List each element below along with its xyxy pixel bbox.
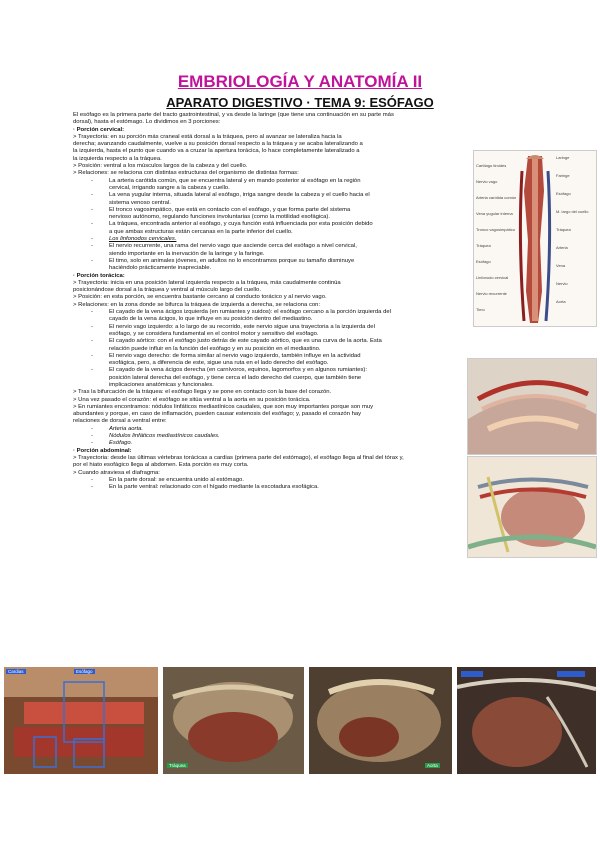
list-item-cont: posición lateral derecha del esófago, y tiene cerca el lado derecho del cuerpo, que también tiene — [109, 374, 362, 381]
figure-label: Esófago — [556, 191, 571, 196]
list-item-cont: esofágica, pero, a diferencia de este, sigue una ruta en el lado derecho del esófago. — [109, 360, 329, 367]
text-line: > En rumiantes encontramos: nódulos linfáticos mediastínicos caudales, que son muy importantes porque son muy — [73, 403, 374, 410]
photo-4 — [457, 667, 596, 774]
figure-label: Nervio — [556, 281, 568, 286]
section-heading-cervical: · Porción cervical: — [73, 126, 125, 133]
figure-label: Tronco vagosimpático — [476, 227, 515, 232]
text-line: > Relaciones: se relaciona con distintas estructuras del organismo de distintas formas: — [73, 170, 299, 177]
list-item: El nervio recurrente, una rama del nervio vago que asciende cerca del esófago a nivel cervical, — [109, 243, 357, 250]
figure-label: M. largo del cuello — [556, 209, 589, 214]
text-line: > Posición: en esta porción, se encuentra bastante cercano al conducto torácico y al nervio vago. — [73, 294, 327, 301]
text-line: > Una vez pasado el corazón: el esófago se sitúa ventral a la aorta en su posición torácica. — [73, 396, 311, 403]
list-item: El cayado de la vena ácigos derecha (en carnívoros, equinos, lagomorfos y en algunos rumiantes): — [109, 367, 368, 374]
list-item: En la parte dorsal: se encuentra unido al estómago. — [109, 476, 244, 483]
list-item: El nervio vago derecho: de forma similar al nervio vago izquierdo, también influye en la actividad — [109, 352, 361, 359]
figure-label: Faringe — [556, 173, 570, 178]
figure-label: Cartílago tiroides — [476, 163, 507, 168]
figure-label: Linfonodo cervical — [476, 275, 509, 280]
figure-label: Arteria — [556, 245, 568, 250]
photo-tag: Cardias — [8, 669, 24, 674]
text-line: derecha; avanzando caudalmente, vuelve a su posición dorsal respecto a la tráquea y se acaba lateralizando a — [73, 141, 363, 148]
text-line: > Trayectoria: desde las últimas vértebras torácicas a cardias (primera parte del estómago), el esófago llega al final del tórax y, — [73, 454, 404, 461]
photo-1 — [4, 667, 158, 774]
text-line: > Tras la bifurcación de la tráquea: el esófago llega y se pone en contacto con la base del corazón. — [73, 389, 332, 396]
list-item: La arteria carótida común, que se encuentra lateral y en mando posterior al esófago en la región — [109, 177, 361, 184]
list-item: Arteria aorta. — [109, 425, 144, 432]
vein-shape — [546, 171, 550, 321]
text-line: > Relaciones: en la zona donde se bifurca la tráquea de izquierda a derecha, se relaciona con: — [73, 301, 321, 308]
photo-2-image — [163, 667, 304, 774]
list-item: Nódulos linfáticos mediastínicos caudales. — [109, 433, 220, 440]
intro-line: El esófago es la primera parte del tracto gastrointestinal, y va desde la laringe (que tiene una continuación en su parte más — [73, 112, 394, 118]
figure-label: Nervio recurrente — [476, 291, 507, 296]
text-line: por el hiato esofágico llega al abdomen. Esta porción es muy corta. — [73, 462, 249, 469]
list-item-cont: a que ambas estructuras están cercanas en la parte inferior del cuello. — [109, 228, 293, 235]
figure-label: Vena yugular interna — [476, 211, 513, 216]
text-line: > Posición: ventral a los músculos largos de la cabeza y del cuello. — [73, 163, 248, 170]
photo-tag: Aorta — [427, 763, 438, 768]
thoracic-illustration-2 — [468, 457, 596, 557]
thoracic-figure-top — [467, 358, 597, 455]
text-line: > Trayectoria: inicia en una posición lateral izquierda respecto a la tráquea, más caudalmente continúa — [73, 279, 341, 286]
section-heading-toracica: · Porción torácica: — [73, 272, 125, 279]
list-item: En la parte ventral: relacionado con el hígado mediante la escotadura esofágica. — [109, 484, 319, 491]
photo-1-image — [4, 667, 158, 774]
photo-4-image — [457, 667, 596, 774]
list-item: El nervio vago izquierdo: a lo largo de su recorrido, este nervio sigue una trayectoria a la izquierda del — [109, 323, 375, 330]
trachea-shape — [532, 159, 538, 321]
thoracic-figure-bottom — [467, 456, 597, 558]
photo-2 — [163, 667, 304, 774]
list-item-cont: siendo importante en la inervación de la laringe y la faringe. — [109, 250, 265, 257]
document-body: El esófago es la primera parte del tracto gastrointestinal, y va desde la laringe (que tiene una continuación en su parte más dorsal), hasta el estómago. Lo dividimos en 3 porciones: · Porción cervical: > Trayectoria: en su porción más craneal está dorsal a la tráquea, pero al avanzar se lateraliza hacia la derecha; avanzando caudalmente, vuelve a su posición dorsal respecto a la tráquea y se acaba lateralizando a la izquierda, hasta el punto que cuando va a cruzar la apertura torácica, lo hace completamente lateralizado a la izquierda respecto a la tráquea. > Posición: ventral a los músculos largos de la cabeza y del cuello. > Relaciones: se relaciona con distintas estructuras del organismo de distintas formas: - La arteria carótida común, que se encuentra lateral y en mando posterior al esófago en la región cervical, irrigando sangre a la cabeza y cuello. - La vena yugular interna, situada lateral al esófago, irriga sangre desde la cabeza y el cuello hacia el sistema venoso central. - El tronco vagosimpático, que está en contacto con el esófago, y que forma parte del sistema nervioso autónomo, regulando funciones involuntarias (como la motilidad esofágica). - La tráquea, encontrada anterior al esófago, y cuya función está influenciada por esta posición debido a que ambas estructuras están cercanas en la parte inferior del cuello. - Los linfonodos cervicales. - El nervio recurrente, una rama del nervio vago que asciende cerca del esófago a nivel cervical, siendo importante en la inervación de la laringe y la faringe. - El timo, solo en animales jóvenes, en adultos no lo encontramos porque su tamaño disminuye haciéndolo prácticamente inapreciable. · Porción torácica: > Trayectoria: inicia en una posición lateral izquierda respecto a la tráquea, más caudalmente continúa posicionándose dorsal a la tráquea y ventral al músculo largo del cuello. > Posición: en esta porción, se encuentra bastante cercano al conducto torácico y al nervio vago. > Relaciones: en la zona donde se bifurca la tráquea de izquierda a derecha, se relaciona con: - El cayado de la vena ácigos izquierda (en rumiantes y suidos): el esófago cercano a la porción izquierda del cayado de la vena ácigos, lo que influye en su posición dentro del mediastino. - El nervio vago izquierdo: a lo largo de su recorrido, este nervio sigue una trayectoria a la izquierda del esófago, y se considera fundamental en el control motor y sensitivo del esófago. - El cayado aórtico: con el esófago justo detrás de este cayado aórtico, que es una curva de la aorta. Esta relación puede influir en la función del esófago y en su posición en el mediastino. - El nervio vago derecho: de forma similar al nervio vago izquierdo, también influye en la actividad esofágica, pero, a diferencia de este, sigue una ruta en el lado derecho del esófago. - El cayado de la vena ácigos derecha (en carnívoros, equinos, lagomorfos y en algunos rumiantes): posición lateral derecha del esófago, y tiene cerca el lado derecho del cuerpo, que también tiene implicaciones anatómicas y funcionales. > Tras la bifurcación de la tráquea: el esófago llega y se pone en contacto con la base del corazón. > Una vez pasado el corazón: el esófago se sitúa ventral a la aorta en su posición torácica. > En rumiantes encontramos: nódulos linfáticos mediastínicos caudales, que son muy importantes porque son muy abundantes y porque, en caso de inflamación, pueden causar estenosis del esófago; y, pasado el corazón hay relaciones de dorsal a ventral entre: - Arteria aorta. - Nódulos linfáticos mediastínicos caudales. - Esófago. · Porción abdominal: > Trayectoria: desde las últimas vértebras torácicas a cardias (primera parte del estómago), el esófago llega al final del tórax y, por el hiato esofágico llega al abdomen. Esta porción es muy corta. > Cuando atraviesa el diafragma: - En la parte dorsal: se encuentra unido al estómago. - En la parte ventral: relacionado con el hígado mediante la escotadura esofágica. — [73, 112, 594, 491]
larynx-shape — [526, 155, 544, 159]
figure-label: Tráquea — [476, 243, 491, 248]
list-item-cont: sistema venoso central. — [109, 199, 171, 206]
photo-3 — [309, 667, 452, 774]
figure-label: Laringe — [556, 155, 570, 160]
list-item: La tráquea, encontrada anterior al esófago, y cuya función está influenciada por esta posición debido — [109, 221, 373, 228]
document-title: EMBRIOLOGÍA Y ANATOMÍA II — [177, 72, 423, 91]
list-item: La vena yugular interna, situada lateral al esófago, irriga sangre desde la cabeza y el cuello hacia el — [109, 192, 370, 199]
list-item-cont: cayado de la vena ácigos, lo que influye en su posición dentro del mediastino. — [109, 316, 313, 323]
thoracic-illustration-1 — [468, 359, 596, 454]
list-item-cont: relación puede influir en la función del esófago y en su posición en el mediastino. — [109, 345, 321, 352]
figure-label: Arteria carótida común — [476, 195, 517, 200]
esophagus-diagram — [474, 151, 596, 326]
list-item: El tronco vagosimpático, que está en contacto con el esófago, y que forma parte del sistema — [109, 206, 351, 213]
list-item-cont: implicaciones anatómicas y funcionales. — [109, 381, 214, 388]
list-item: Los linfonodos cervicales. — [109, 236, 177, 243]
list-item: El cayado de la vena ácigos izquierda (en rumiantes y suidos): el esófago cercano a la porción izquierda del — [109, 309, 391, 316]
list-item-cont: nervioso autónomo, regulando funciones involuntarias (como la motilidad esofágica). — [109, 214, 331, 221]
figure-label: Timo — [476, 307, 485, 312]
figure-label: Nervio vago — [476, 179, 498, 184]
text-line: > Trayectoria: en su porción más craneal está dorsal a la tráquea, pero al avanzar se lateraliza hacia la — [73, 133, 342, 140]
cervical-anatomy-figure — [473, 150, 597, 327]
list-item: El timo, solo en animales jóvenes, en adultos no lo encontramos porque su tamaño disminuye — [109, 257, 355, 264]
section-heading-abdominal: · Porción abdominal: — [73, 447, 132, 454]
text-line: > Cuando atraviesa el diafragma: — [73, 469, 160, 476]
list-item-cont: esófago, y se considera fundamental en el control motor y sensitivo del esófago. — [109, 330, 319, 337]
text-line: abundantes y porque, en caso de inflamación, pueden causar estenosis del esófago; y, pasado el corazón hay — [73, 411, 362, 418]
photo-3-image — [309, 667, 452, 774]
text-line: relaciones de dorsal a ventral entre: — [73, 418, 167, 425]
figure-label: Esófago — [476, 259, 491, 264]
figure-label: Tráquea — [556, 227, 571, 232]
document-subtitle: APARATO DIGESTIVO · TEMA 9: ESÓFAGO — [166, 95, 434, 110]
intro-line: dorsal), hasta el estómago. Lo dividimos en 3 porciones: — [73, 119, 221, 126]
list-item-cont: cervical, irrigando sangre a la cabeza y cuello. — [109, 184, 230, 191]
list-item: Esófago. — [109, 440, 133, 447]
list-item-cont: haciéndolo prácticamente inapreciable. — [109, 265, 212, 272]
figure-label: Aorta — [556, 299, 566, 304]
photo-tag: Tráquea — [169, 763, 186, 768]
photo-tag: Esófago — [76, 669, 93, 674]
text-line: posicionándose dorsal a la tráquea y ventral al músculo largo del cuello. — [73, 287, 261, 294]
text-line: la izquierda respecto a la tráquea. — [73, 155, 162, 162]
list-item: El cayado aórtico: con el esófago justo detrás de este cayado aórtico, que es una curva de la aorta. Esta — [109, 338, 382, 345]
figure-label: Vena — [556, 263, 566, 268]
text-line: la izquierda, hasta el punto que cuando va a cruzar la apertura torácica, lo hace completamente lateralizado a — [73, 148, 360, 155]
artery-shape — [520, 171, 524, 321]
